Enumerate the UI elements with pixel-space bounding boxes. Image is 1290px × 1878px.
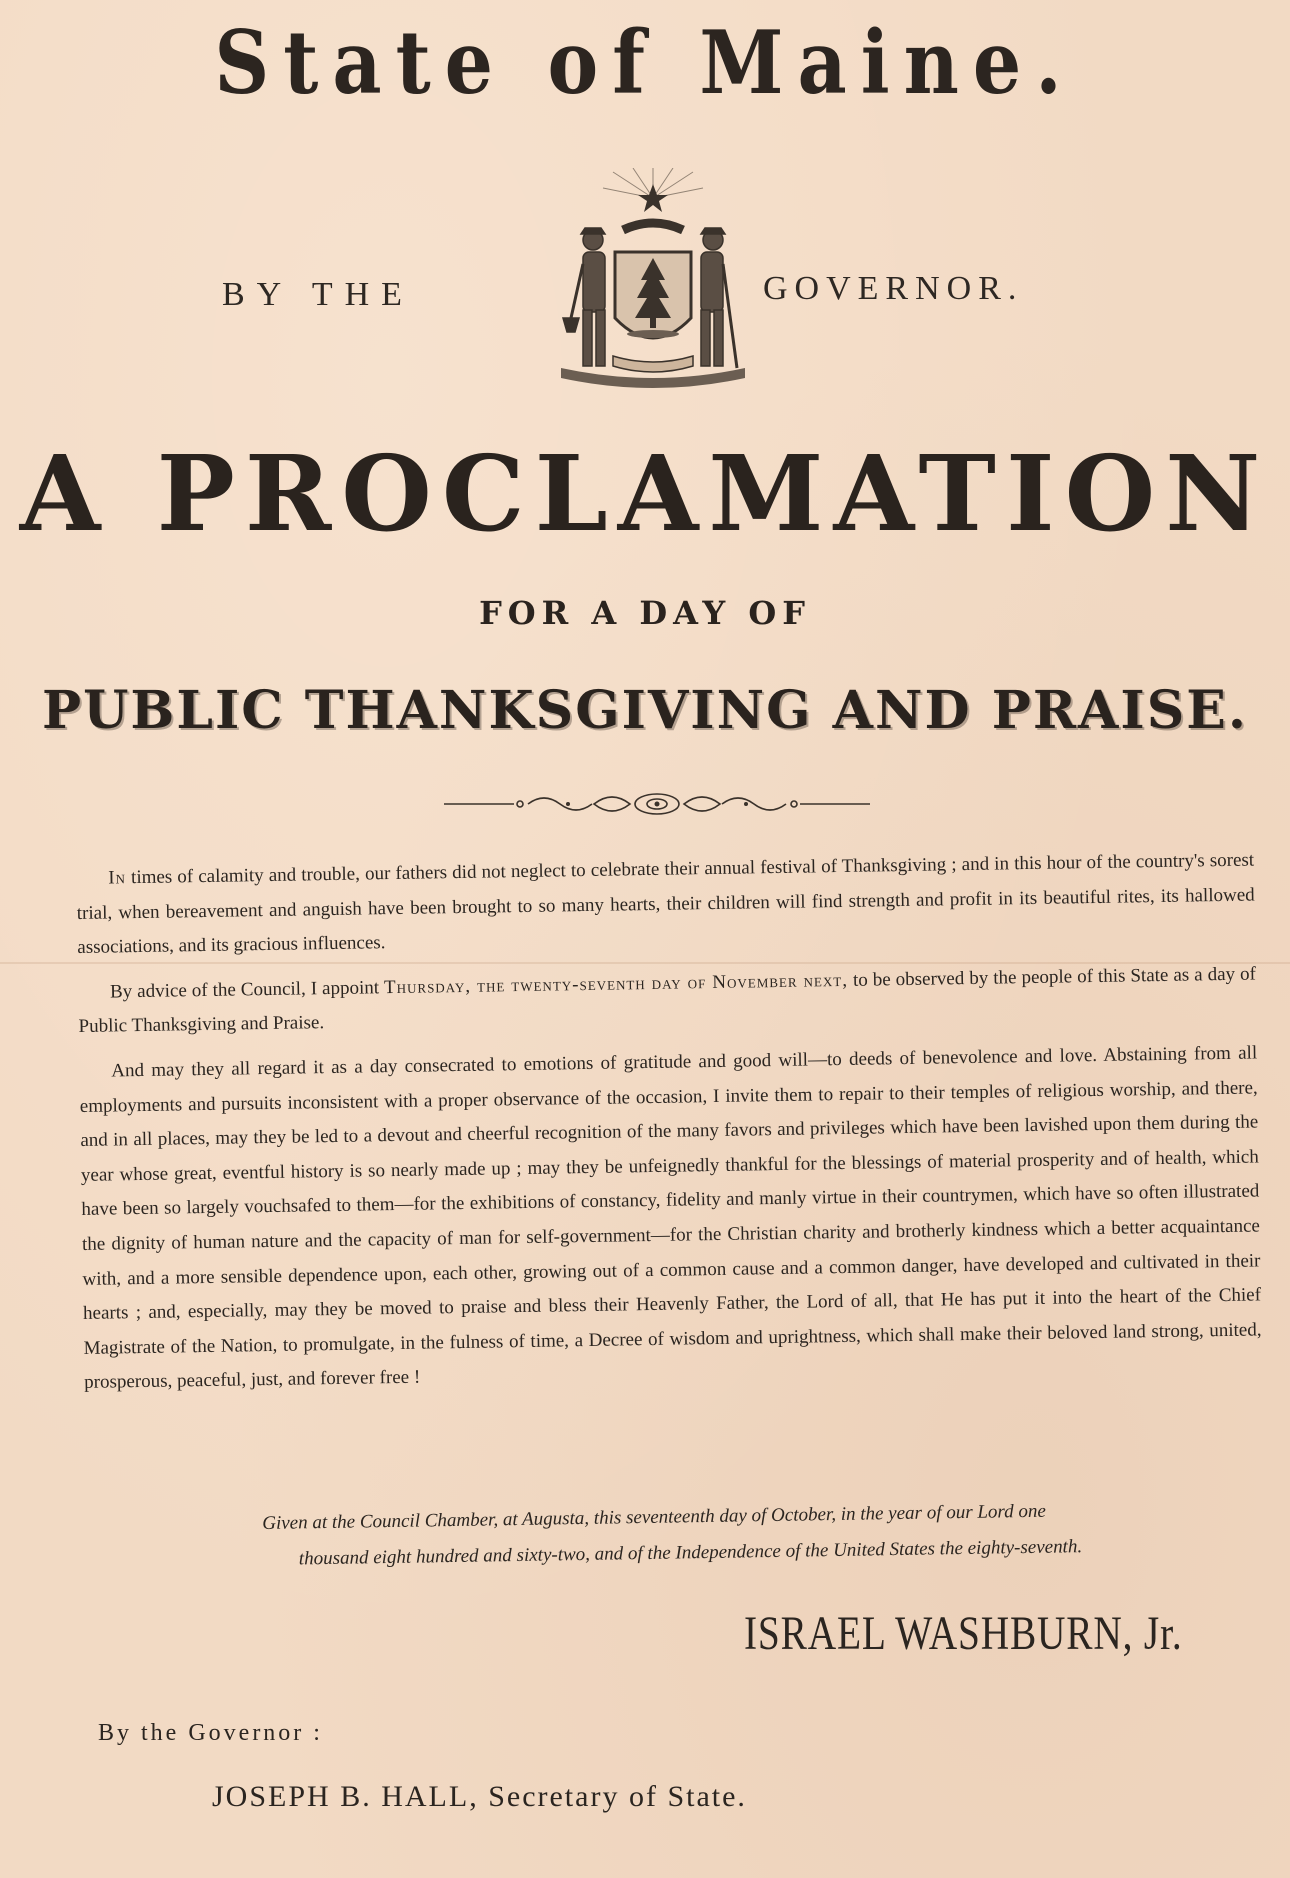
governor-signature: ISRAEL WASHBURN, Jr. <box>744 1607 1183 1660</box>
for-a-day-subheading: FOR A DAY OF <box>479 594 811 632</box>
proclamation-body <box>76 843 1262 1410</box>
given-at-clause <box>262 1490 1253 1578</box>
paragraph-3: And may they all regard it as a day consecrated to emotions of gratitude and good will—to deeds of benevolence and love. Abstaining from all employments and pursuits inconsistent with a proper observance of the occasion, I invite them to repair to their temples of religious worship, and there, and in all places, may they be led to a devout and cheerful recognition of the many favors and privileges which have been lavished upon them during the year whose great, eventful history is so nearly made up ; may they be unfeignedly thankful for the blessings of material prosperity and of health, which have been so largely vouchsafed to them—for the exhibitions of constancy, fidelity and manly virtue in their countrymen, which have so often illustrated the dignity of human nature and the capacity of man for self-government—for the Christian charity and brotherly kindness which a better acquaintance with, and a more sensible dependence upon, each other, growing out of a common cause and a common danger, have developed and cultivated in their hearts ; and, especially, may they be moved to praise and bless their Heavenly Father, the Lord of all, that He has put it into the heart of the Chief Magistrate of the Nation, to promulgate, in the fulness of time, a Decree of wisdom and uprightness, which shall make their beloved land strong, united, prosperous, peaceful, just, and forever free ! <box>79 1042 1262 1394</box>
state-of-maine-seal-icon <box>553 168 753 400</box>
paragraph-1-lead: In <box>108 867 127 889</box>
given-line-2: thousand eight hundred and sixty-two, and of the Independence of the United States the eighty-seventh. <box>298 1536 1083 1570</box>
paragraph-1 <box>76 843 1255 965</box>
by-the-label: BY THE <box>222 276 414 313</box>
decorative-divider-icon <box>444 788 870 820</box>
proclamation-heading: A PROCLAMATION <box>19 432 1271 555</box>
paragraph-2 <box>78 957 1257 1045</box>
paragraph-2-end: to be observed by the people of this State as a day of Public Thanksgiving and Praise. <box>78 963 1257 1038</box>
secretary-of-state-line: JOSEPH B. HALL, Secretary of State. <box>212 1780 747 1813</box>
paragraph-2-date: Thursday, the twenty-seventh day of November next, <box>383 969 849 998</box>
by-the-governor-footer: By the Governor : <box>98 1720 323 1746</box>
governor-label: GOVERNOR. <box>763 270 1024 307</box>
paragraph-1-text: times of calamity and trouble, our fathers did not neglect to celebrate their annual festival of Thanksgiving ; and in this hour of the country's sorest trial, when bereavement and anguish have been brought to so many hearts, their children will find strength and profit in its beautiful rites, its hallowed associations, and its gracious influences. <box>76 849 1255 959</box>
public-thanksgiving-heading: PUBLIC THANKSGIVING AND PRAISE. <box>41 680 1249 741</box>
state-title: State of Maine. <box>214 11 1076 114</box>
given-line-1: Given at the Council Chamber, at Augusta, this seventeenth day of October, in the year of our Lord one <box>262 1500 1046 1534</box>
paragraph-2-start: By advice of the Council, I appoint <box>109 976 385 1003</box>
